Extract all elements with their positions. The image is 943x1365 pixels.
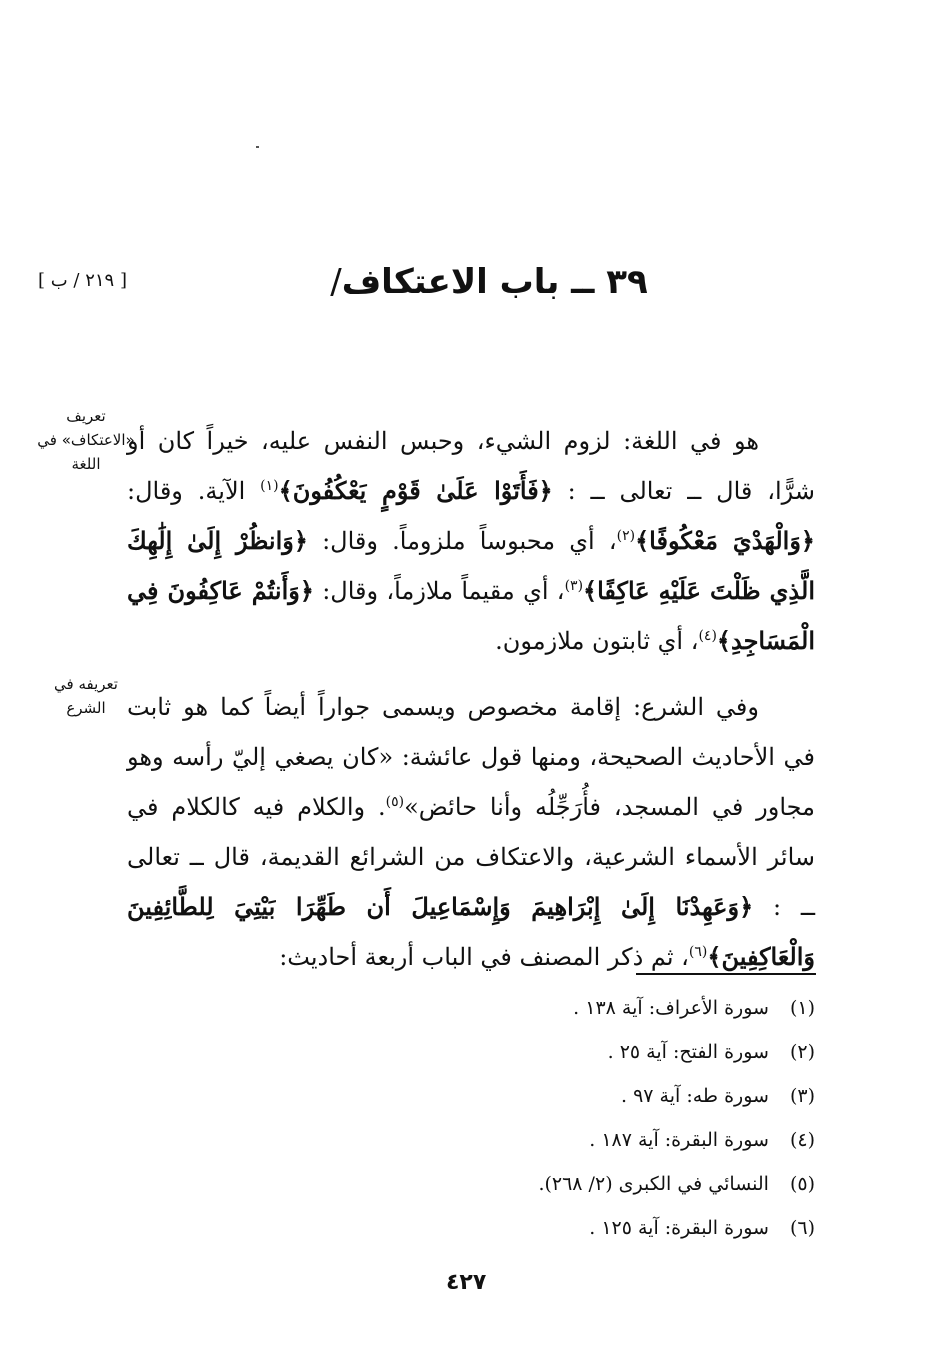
paragraph-linguistic-definition bbox=[127, 416, 815, 666]
quran-quote: ﴿فَأَتَوْا عَلَىٰ قَوْمٍ يَعْكُفُونَ﴾ bbox=[278, 476, 553, 505]
footnote-marker: (٤) bbox=[698, 628, 717, 644]
footnote-item bbox=[215, 1030, 815, 1074]
footnote-number: (١) bbox=[789, 997, 815, 1019]
footnote-item bbox=[215, 1118, 815, 1162]
footnote-marker: (٢) bbox=[616, 528, 636, 544]
text-segment: . والكلام فيه كالكلام في سائر الأسماء الشرعية، والاعتكاف من الشرائع القديمة، قال ــ تعالى ــ : bbox=[127, 793, 815, 921]
footnote-item bbox=[215, 1206, 815, 1250]
footnote-text: سورة البقرة: آية ١٨٧ . bbox=[589, 1129, 769, 1151]
footnote-item bbox=[215, 1162, 815, 1206]
text-segment: ، أي مقيماً ملازماً، وقال: bbox=[313, 577, 565, 605]
stray-mark bbox=[256, 146, 259, 148]
footnote-number: (٤) bbox=[789, 1129, 815, 1151]
paragraph-legal-definition bbox=[127, 682, 815, 982]
footnote-marker: (٥) bbox=[385, 794, 405, 810]
footnote-text: سورة طه: آية ٩٧ . bbox=[620, 1085, 769, 1107]
quran-quote: ﴿وَأَنتُمْ عَاكِفُونَ فِي الْمَسَاجِدِ﴾ bbox=[127, 576, 815, 655]
text-segment: ، أي ثابتون ملازمون. bbox=[495, 627, 699, 655]
footnote-item bbox=[215, 1074, 815, 1118]
title-slash: / bbox=[330, 262, 342, 302]
footnotes-list bbox=[215, 986, 815, 1250]
footnote-marker: (٣) bbox=[564, 578, 584, 594]
footnote-number: (٢) bbox=[789, 1041, 815, 1063]
quran-quote: ﴿وَالْهَدْيَ مَعْكُوفًا﴾ bbox=[635, 526, 815, 555]
text-segment: ، ثم ذكر المصنف في الباب أربعة أحاديث: bbox=[279, 943, 689, 971]
footnote-marker: (٦) bbox=[688, 944, 708, 960]
page-number: ٤٢٧ bbox=[446, 1270, 487, 1295]
footnote-item bbox=[215, 986, 815, 1030]
footnote-number: (٣) bbox=[789, 1085, 815, 1107]
footnote-number: (٥) bbox=[789, 1173, 815, 1195]
footnote-text: سورة البقرة: آية ١٢٥ . bbox=[589, 1217, 769, 1239]
margin-note-linguistic-definition: تعريف «الاعتكاف» في اللغة bbox=[37, 407, 135, 473]
footnote-text: سورة الفتح: آية ٢٥ . bbox=[607, 1041, 769, 1063]
text-segment: ، أي محبوساً ملزوماً. وقال: bbox=[307, 527, 617, 555]
footnote-separator bbox=[636, 973, 816, 975]
text-segment: الآية. وقال: bbox=[127, 477, 261, 505]
chapter-title-text: ٣٩ ــ باب الاعتكاف bbox=[341, 262, 648, 302]
footnote-number: (٦) bbox=[789, 1217, 815, 1239]
footnote-text: سورة الأعراف: آية ١٣٨ . bbox=[573, 997, 769, 1019]
footnote-marker: (١) bbox=[260, 478, 279, 494]
footnote-text: النسائي في الكبرى (٢/ ٢٦٨). bbox=[538, 1173, 769, 1195]
quran-quote: ﴿وَعَهِدْنَا إِلَىٰ إِبْرَاهِيمَ وَإِسْمَاعِيلَ أَن طَهِّرَا بَيْتِيَ لِلطَّائِفِينَ وَالْعَاكِفِينَ﴾ bbox=[127, 892, 815, 971]
manuscript-reference: [ ٢١٩ / ب ] bbox=[38, 270, 127, 291]
chapter-title bbox=[300, 262, 660, 302]
text-segment: وفي الشرع: إقامة مخصوص ويسمى جواراً أيضاً كما هو ثابت في الأحاديث الصحيحة، ومنها قول عائشة: «كان يصغي إليّ رأسه وهو مجاور في المسجد، فأُرَجِّلُه وأنا حائض» bbox=[127, 693, 815, 821]
quran-quote: ﴿وَانظُرْ إِلَىٰ إِلَٰهِكَ الَّذِي ظَلْتَ عَلَيْهِ عَاكِفًا﴾ bbox=[127, 526, 815, 605]
margin-note-legal-definition: تعريفه في الشرع bbox=[54, 675, 118, 717]
text-segment: هو في اللغة: لزوم الشيء، وحبس النفس عليه، خيراً كان أو شرًّا، قال ــ تعالى ــ : bbox=[127, 427, 815, 505]
